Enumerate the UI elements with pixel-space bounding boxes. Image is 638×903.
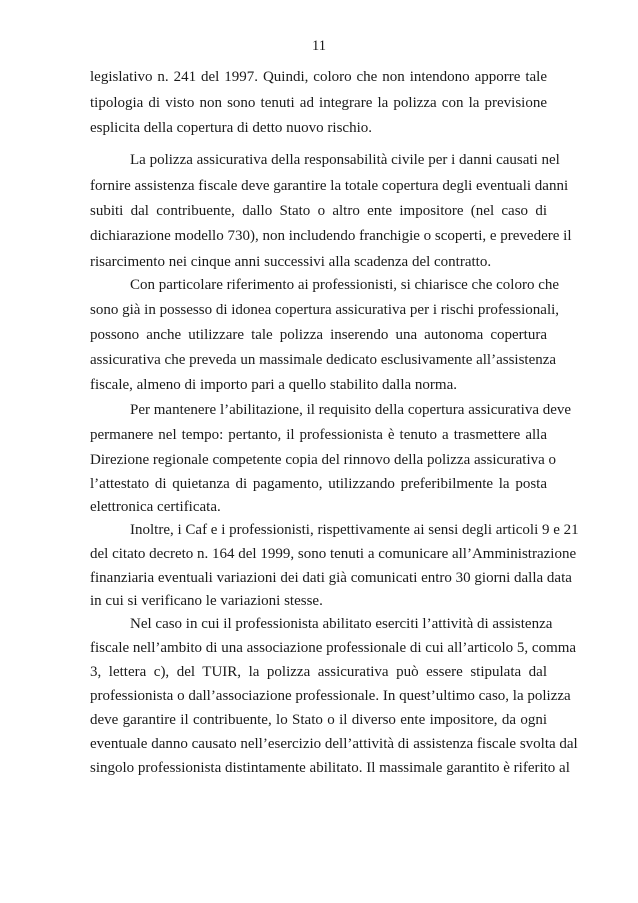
- text-line: fornire assistenza fiscale deve garantire la totale copertura degli eventuali danni: [90, 178, 569, 194]
- text-line: Inoltre, i Caf e i professionisti, rispettivamente ai sensi degli articoli 9 e 21: [130, 522, 579, 538]
- text-line: sono già in possesso di idonea copertura assicurativa per i rischi professionali,: [90, 302, 560, 318]
- text-line: Direzione regionale competente copia del rinnovo della polizza assicurativa o: [90, 452, 557, 468]
- text-line: Nel caso in cui il professionista abilitato eserciti l’attività di assistenza: [130, 616, 553, 632]
- text-line: Per mantenere l’abilitazione, il requisito della copertura assicurativa deve: [130, 402, 572, 418]
- text-line: subiti dal contribuente, dallo Stato o altro ente impositore (nel caso di: [90, 203, 547, 219]
- text-line: singolo professionista distintamente abilitato. Il massimale garantito è riferito al: [90, 760, 570, 776]
- text-line: fiscale nell’ambito di una associazione professionale di cui all’articolo 5, comma: [90, 640, 577, 656]
- text-line: 3, lettera c), del TUIR, la polizza assicurativa può essere stipulata dal: [90, 664, 547, 680]
- text-line: tipologia di visto non sono tenuti ad integrare la polizza con la previsione: [90, 95, 547, 111]
- text-line: professionista o dall’associazione professionale. In quest’ultimo caso, la polizza: [90, 688, 571, 704]
- text-line: in cui si verificano le variazioni stesse.: [90, 593, 323, 609]
- text-line: La polizza assicurativa della responsabilità civile per i danni causati nel: [130, 152, 560, 168]
- text-line: elettronica certificata.: [90, 499, 221, 515]
- text-line: del citato decreto n. 164 del 1999, sono tenuti a comunicare all’Amministrazione: [90, 546, 577, 562]
- page-number: 11: [312, 38, 326, 54]
- text-line: possono anche utilizzare tale polizza inserendo una autonoma copertura: [90, 327, 547, 343]
- text-line: permanere nel tempo: pertanto, il professionista è tenuto a trasmettere alla: [90, 427, 547, 443]
- text-line: finanziaria eventuali variazioni dei dati già comunicati entro 30 giorni dalla data: [90, 570, 572, 586]
- text-line: fiscale, almeno di importo pari a quello stabilito dalla norma.: [90, 377, 457, 393]
- text-line: risarcimento nei cinque anni successivi alla scadenza del contratto.: [90, 254, 492, 270]
- text-line: legislativo n. 241 del 1997. Quindi, coloro che non intendono apporre tale: [90, 69, 547, 85]
- text-line: dichiarazione modello 730), non includendo franchigie o scoperti, e prevedere il: [90, 228, 572, 244]
- text-line: assicurativa che preveda un massimale dedicato esclusivamente all’assistenza: [90, 352, 557, 368]
- text-line: deve garantire il contribuente, lo Stato o il diverso ente impositore, da ogni: [90, 712, 547, 728]
- text-line: l’attestato di quietanza di pagamento, utilizzando preferibilmente la posta: [90, 476, 547, 492]
- text-line: esplicita della copertura di detto nuovo rischio.: [90, 120, 372, 136]
- text-line: eventuale danno causato nell’esercizio dell’attività di assistenza fiscale svolta dal: [90, 736, 578, 752]
- text-line: Con particolare riferimento ai professionisti, si chiarisce che coloro che: [130, 277, 560, 293]
